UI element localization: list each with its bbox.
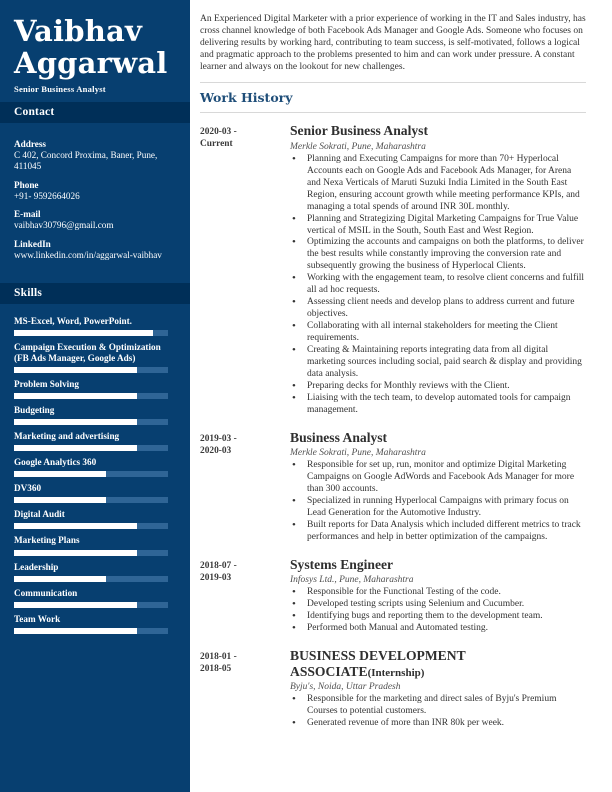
job-bullet: • Responsible for set up, run, monitor and optimize Digital Marketing Campaigns on Google AdWords and Facebook Ads Manager for more than 300 accounts. — [290, 460, 586, 496]
jobs-list — [200, 123, 586, 729]
skills-section-heading: Skills — [0, 283, 190, 304]
job-title-suffix: (Internship) — [367, 666, 425, 679]
skill-item — [14, 509, 176, 529]
job-dates — [200, 430, 290, 544]
job-date-to: 2020-03 — [200, 446, 232, 457]
job-date-to: 2019-03 — [200, 573, 232, 584]
main-content — [190, 0, 612, 792]
job-bullet: • Built reports for Data Analysis which included different metrics to track performances and help in better optimization of the campaigns. — [290, 520, 586, 544]
contact-label: Phone — [14, 179, 39, 190]
skill-progress-track — [14, 497, 168, 503]
job-bullet-list — [290, 694, 586, 730]
job-bullet-list — [290, 460, 586, 544]
skill-progress-track — [14, 550, 168, 556]
skill-label: Digital Audit — [14, 509, 65, 520]
job-body — [290, 648, 586, 729]
contact-section-heading: Contact — [0, 102, 190, 123]
job-date-to: 2018-05 — [200, 664, 232, 675]
contact-item — [14, 209, 172, 231]
job-bullet: • Collaborating with all internal stakeholders for meeting the Client requirements. — [290, 321, 586, 345]
work-history-heading: Work History — [200, 90, 293, 106]
skill-item — [14, 535, 176, 555]
contact-value: vaibhav30796@gmail.com — [14, 220, 114, 231]
job-title — [290, 648, 586, 679]
skill-label: Team Work — [14, 613, 61, 624]
skill-label: Budgeting — [14, 405, 55, 416]
skill-progress-fill — [14, 419, 137, 425]
skill-progress-fill — [14, 471, 106, 477]
contact-label: E-mail — [14, 209, 41, 220]
skill-item — [14, 379, 176, 399]
divider-bottom — [200, 112, 586, 113]
contact-value: C 402, Concord Proxima, Baner, Pune, 411045 — [14, 149, 158, 171]
skill-item — [14, 562, 176, 582]
job-bullet: • Liaising with the tech team, to develop automated tools for campaign management. — [290, 393, 586, 417]
skill-label: MS-Excel, Word, PowerPoint. — [14, 316, 132, 327]
job-bullet: • Optimizing the accounts and campaigns on both the platforms, to deliver the best results while constantly improving the conversion rate and subsequently growing the business of Hyperlocal Clients. — [290, 237, 586, 273]
skill-progress-fill — [14, 523, 137, 529]
skill-label: DV360 — [14, 483, 42, 494]
skill-progress-fill — [14, 367, 137, 373]
skill-progress-track — [14, 330, 168, 336]
skill-progress-fill — [14, 330, 153, 336]
skill-label: Google Analytics 360 — [14, 457, 97, 468]
job-bullet: • Responsible for the marketing and direct sales of Byju's Premium Courses to potential customers. — [290, 694, 586, 718]
skill-label: Marketing Plans — [14, 535, 80, 546]
job-bullet: • Performed both Manual and Automated testing. — [290, 623, 586, 635]
skill-label: Campaign Execution & Optimization (FB Ads Manager, Google Ads) — [14, 342, 161, 364]
job-entry — [200, 430, 586, 544]
job-entry — [200, 557, 586, 635]
skill-progress-track — [14, 393, 168, 399]
contact-label: Address — [14, 138, 46, 149]
job-bullet: • Identifying bugs and reporting them to the development team. — [290, 611, 586, 623]
skill-progress-fill — [14, 393, 137, 399]
skill-progress-fill — [14, 497, 106, 503]
contact-item — [14, 139, 172, 172]
professional-summary: An Experienced Digital Marketer with a prior experience of working in the IT and Sales industry, has cross channel knowledge of both Facebook Ads Manager and Google Ads. Someone who focuses on delivering results by working hard, contributing to team success, is self-motivated, follows a logical and pragmatic approach to the problems presented to him and can work under pressure. A constant learner and always on the lookout for new challenges. — [200, 14, 586, 72]
skill-item — [14, 483, 176, 503]
skill-progress-fill — [14, 576, 106, 582]
job-company: Merkle Sokrati, Pune, Maharashtra — [290, 141, 426, 152]
skill-item — [14, 405, 176, 425]
job-bullet: • Developed testing scripts using Selenium and Cucumber. — [290, 599, 586, 611]
sidebar — [0, 0, 190, 792]
skill-progress-track — [14, 523, 168, 529]
job-title-text: Senior Business Analyst — [290, 123, 428, 139]
job-company: Byju's, Noida, Uttar Pradesh — [290, 681, 401, 692]
skill-item — [14, 431, 176, 451]
skill-progress-fill — [14, 445, 137, 451]
skill-progress-track — [14, 367, 168, 373]
job-bullet: • Planning and Executing Campaigns for more than 70+ Hyperlocal Accounts each on Google Ads and Facebook Ads Manager, for Arena and Nexa Verticals of Maruti Suzuki India Limited in the South East Region, ensuring account growth while meeting performance KPIs, and managing a total spends of around INR 30L monthly. — [290, 154, 586, 214]
job-date-from: 2020-03 - — [200, 127, 237, 138]
skill-item — [14, 588, 176, 608]
contact-label: LinkedIn — [14, 239, 51, 250]
job-dates — [200, 557, 290, 635]
name-line-2: Aggarwal — [14, 45, 168, 80]
skill-label: Communication — [14, 587, 78, 598]
job-bullet: • Working with the engagement team, to resolve client concerns and fulfill all ad hoc requests. — [290, 273, 586, 297]
candidate-title: Senior Business Analyst — [14, 83, 106, 94]
job-title-text: Systems Engineer — [290, 557, 394, 573]
contact-value: www.linkedin.com/in/aggarwal-vaibhav — [14, 250, 162, 261]
skill-item — [14, 316, 176, 336]
skill-label: Leadership — [14, 561, 59, 572]
job-bullet: • Preparing decks for Monthly reviews with the Client. — [290, 381, 586, 393]
job-date-from: 2018-07 - — [200, 561, 237, 572]
job-bullet-list — [290, 587, 586, 635]
candidate-name — [14, 16, 176, 80]
job-bullet: • Planning and Strategizing Digital Marketing Campaigns for True Value vertical of MSIL in the South, South East and West Region. — [290, 214, 586, 238]
job-title-text: BUSINESS DEVELOPMENT ASSOCIATE — [290, 648, 466, 679]
skill-label: Marketing and advertising — [14, 431, 120, 442]
job-bullet-list — [290, 154, 586, 417]
job-title-text: Business Analyst — [290, 430, 388, 445]
contact-value: +91- 9592664026 — [14, 190, 80, 201]
job-title — [290, 557, 586, 572]
contact-list — [0, 123, 190, 283]
job-date-from: 2018-01 - — [200, 652, 237, 663]
job-body — [290, 557, 586, 635]
job-bullet: • Responsible for the Functional Testing of the code. — [290, 587, 586, 599]
job-title — [290, 430, 586, 445]
skill-progress-track — [14, 602, 168, 608]
job-bullet: • Specialized in running Hyperlocal Campaigns with primary focus on Lead Generation for the Automotive Industry. — [290, 496, 586, 520]
job-bullet: • Creating & Maintaining reports integrating data from all digital marketing sources including social, paid search & display and providing data analysis. — [290, 345, 586, 381]
job-dates — [200, 648, 290, 729]
contact-item — [14, 239, 172, 261]
skill-item — [14, 342, 176, 373]
skill-progress-track — [14, 419, 168, 425]
skill-progress-track — [14, 628, 168, 634]
skill-progress-track — [14, 471, 168, 477]
job-date-from: 2019-03 - — [200, 434, 237, 444]
skill-label: Problem Solving — [14, 379, 79, 390]
skill-progress-track — [14, 576, 168, 582]
job-body — [290, 123, 586, 417]
job-bullet: • Assessing client needs and develop plans to address current and future objectives. — [290, 297, 586, 321]
job-company: Infosys Ltd., Pune, Maharashtra — [290, 575, 414, 586]
job-company: Merkle Sokrati, Pune, Maharashtra — [290, 448, 426, 459]
skill-item — [14, 614, 176, 634]
job-body — [290, 430, 586, 544]
name-block — [0, 0, 190, 102]
skill-progress-track — [14, 445, 168, 451]
job-bullet: • Generated revenue of more than INR 80k per week. — [290, 718, 586, 730]
skill-progress-fill — [14, 628, 137, 634]
job-dates — [200, 123, 290, 417]
contact-item — [14, 180, 172, 202]
skill-progress-fill — [14, 550, 137, 556]
job-entry — [200, 123, 586, 417]
name-line-1: Vaibhav — [14, 14, 143, 48]
skills-list — [0, 304, 190, 649]
skill-item — [14, 457, 176, 477]
job-date-to: Current — [200, 139, 233, 150]
job-entry — [200, 648, 586, 729]
skill-progress-fill — [14, 602, 137, 608]
job-title — [290, 123, 586, 138]
